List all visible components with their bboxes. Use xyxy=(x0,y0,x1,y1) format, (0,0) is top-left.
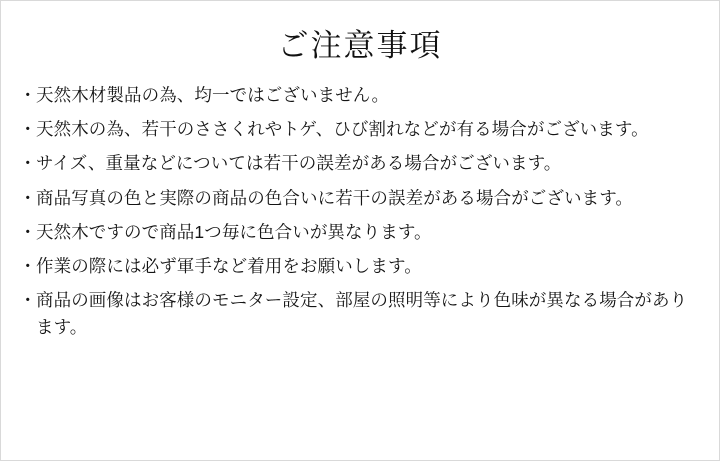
bullet-icon: ・ xyxy=(19,187,37,208)
list-item xyxy=(19,185,697,212)
bullet-icon: ・ xyxy=(19,289,37,310)
list-item xyxy=(19,253,697,280)
bullet-icon: ・ xyxy=(19,221,37,242)
bullet-icon: ・ xyxy=(19,119,37,140)
list-item-text: 天然木材製品の為、均一ではございません。 xyxy=(36,85,390,106)
notice-list xyxy=(1,82,719,341)
bullet-icon: ・ xyxy=(19,153,37,174)
bullet-icon: ・ xyxy=(19,85,37,106)
list-item-text: 商品の画像はお客様のモニター設定、部屋の照明等により色味が異なる場合があります。 xyxy=(36,289,688,338)
list-item xyxy=(19,287,697,341)
list-item-text: 天然木の為、若干のささくれやトゲ、ひび割れなどが有る場合がございます。 xyxy=(36,119,649,140)
list-item xyxy=(19,150,697,177)
list-item xyxy=(19,116,697,143)
list-item xyxy=(19,82,697,109)
list-item-text: 天然木ですので商品1つ毎に色合いが異なります。 xyxy=(36,221,432,242)
list-item-text: 商品写真の色と実際の商品の色合いに若干の誤差がある場合がございます。 xyxy=(36,187,633,208)
list-item-text: 作業の際には必ず軍手など着用をお願いします。 xyxy=(36,255,422,276)
list-item-text: サイズ、重量などについては若干の誤差がある場合がございます。 xyxy=(36,153,562,174)
list-item xyxy=(19,219,697,246)
page-title: ご注意事項 xyxy=(277,28,443,63)
bullet-icon: ・ xyxy=(19,255,37,276)
